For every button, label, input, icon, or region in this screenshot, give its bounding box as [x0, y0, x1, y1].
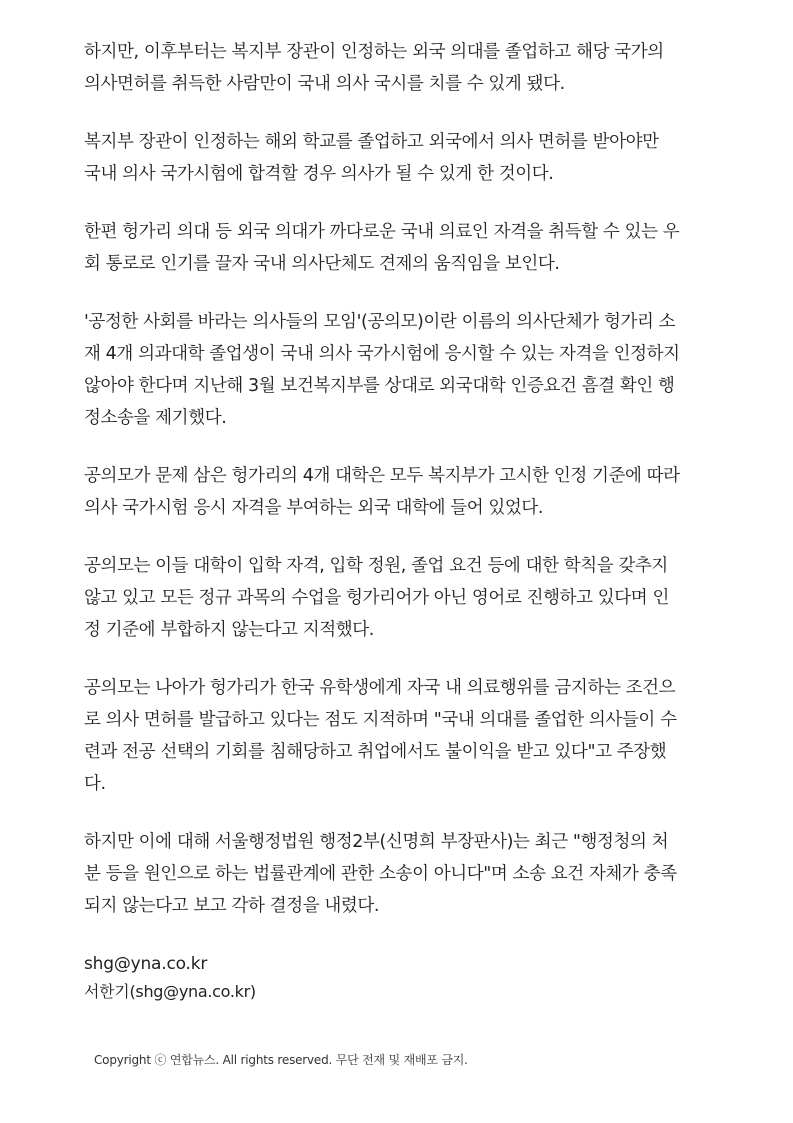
paragraph-line: 되지 않는다고 보고 각하 결정을 내렸다. [84, 896, 380, 916]
article-paragraph-2 [84, 126, 724, 190]
paragraph-line: 의사면허를 취득한 사람만이 국내 의사 국시를 치를 수 있게 됐다. [84, 74, 565, 94]
article-paragraph-1 [84, 36, 724, 100]
paragraph-line: 국내 의사 국가시험에 합격할 경우 의사가 될 수 있게 한 것이다. [84, 164, 554, 184]
paragraph-line: 분 등을 원인으로 하는 법률관계에 관한 소송이 아니다"며 소송 요건 자체가 충족 [84, 864, 677, 884]
article-paragraph-3 [84, 216, 724, 280]
paragraph-line: 정 기준에 부합하지 않는다고 지적했다. [84, 620, 374, 640]
copyright-notice: Copyright ⓒ 연합뉴스. All rights reserved. 무단 전재 및 재배포 금지. [94, 1053, 468, 1067]
paragraph-line: 한편 헝가리 의대 등 외국 의대가 까다로운 국내 의료인 자격을 취득할 수 있는 우 [84, 222, 680, 242]
paragraph-line: 공의모가 문제 삼은 헝가리의 4개 대학은 모두 복지부가 고시한 인정 기준에 따라 [84, 466, 680, 486]
paragraph-line: 재 4개 의과대학 졸업생이 국내 의사 국가시험에 응시할 수 있는 자격을 인정하지 [84, 344, 680, 364]
article-body [84, 36, 724, 980]
paragraph-line: 공의모는 나아가 헝가리가 한국 유학생에게 자국 내 의료행위를 금지하는 조건으 [84, 678, 676, 698]
byline: 서한기(shg@yna.co.kr) [84, 982, 256, 1001]
article-paragraph-8 [84, 826, 724, 922]
paragraph-line: 하지만, 이후부터는 복지부 장관이 인정하는 외국 의대를 졸업하고 해당 국가의 [84, 42, 664, 62]
paragraph-line: 회 통로로 인기를 끌자 국내 의사단체도 견제의 움직임을 보인다. [84, 254, 560, 274]
paragraph-line: 정소송을 제기했다. [84, 408, 227, 428]
paragraph-line: 않고 있고 모든 정규 과목의 수업을 헝가리어가 아닌 영어로 진행하고 있다며 인 [84, 588, 669, 608]
paragraph-line: 련과 전공 선택의 기회를 침해당하고 취업에서도 불이익을 받고 있다"고 주장했 [84, 742, 667, 762]
paragraph-line: '공정한 사회를 바라는 의사들의 모임'(공의모)이란 이름의 의사단체가 헝가리 소 [84, 312, 676, 332]
article-paragraph-7 [84, 672, 724, 800]
paragraph-line: 복지부 장관이 인정하는 해외 학교를 졸업하고 외국에서 의사 면허를 받아야만 [84, 132, 659, 152]
paragraph-line: 않아야 한다며 지난해 3월 보건복지부를 상대로 외국대학 인증요건 흠결 확인 행 [84, 376, 675, 396]
article-paragraph-6 [84, 550, 724, 646]
paragraph-line: 공의모는 이들 대학이 입학 자격, 입학 정원, 졸업 요건 등에 대한 학칙을 갖추지 [84, 556, 668, 576]
paragraph-line: 로 의사 면허를 발급하고 있다는 점도 지적하며 "국내 의대를 졸업한 의사들이 수 [84, 710, 677, 730]
paragraph-line: 다. [84, 774, 106, 794]
reporter-email: shg@yna.co.kr [84, 954, 208, 974]
paragraph-line: 하지만 이에 대해 서울행정법원 행정2부(신명희 부장판사)는 최근 "행정청의 처 [84, 832, 669, 852]
article-paragraph-5 [84, 460, 724, 524]
paragraph-line: 의사 국가시험 응시 자격을 부여하는 외국 대학에 들어 있었다. [84, 498, 544, 518]
article-paragraph-4 [84, 306, 724, 434]
